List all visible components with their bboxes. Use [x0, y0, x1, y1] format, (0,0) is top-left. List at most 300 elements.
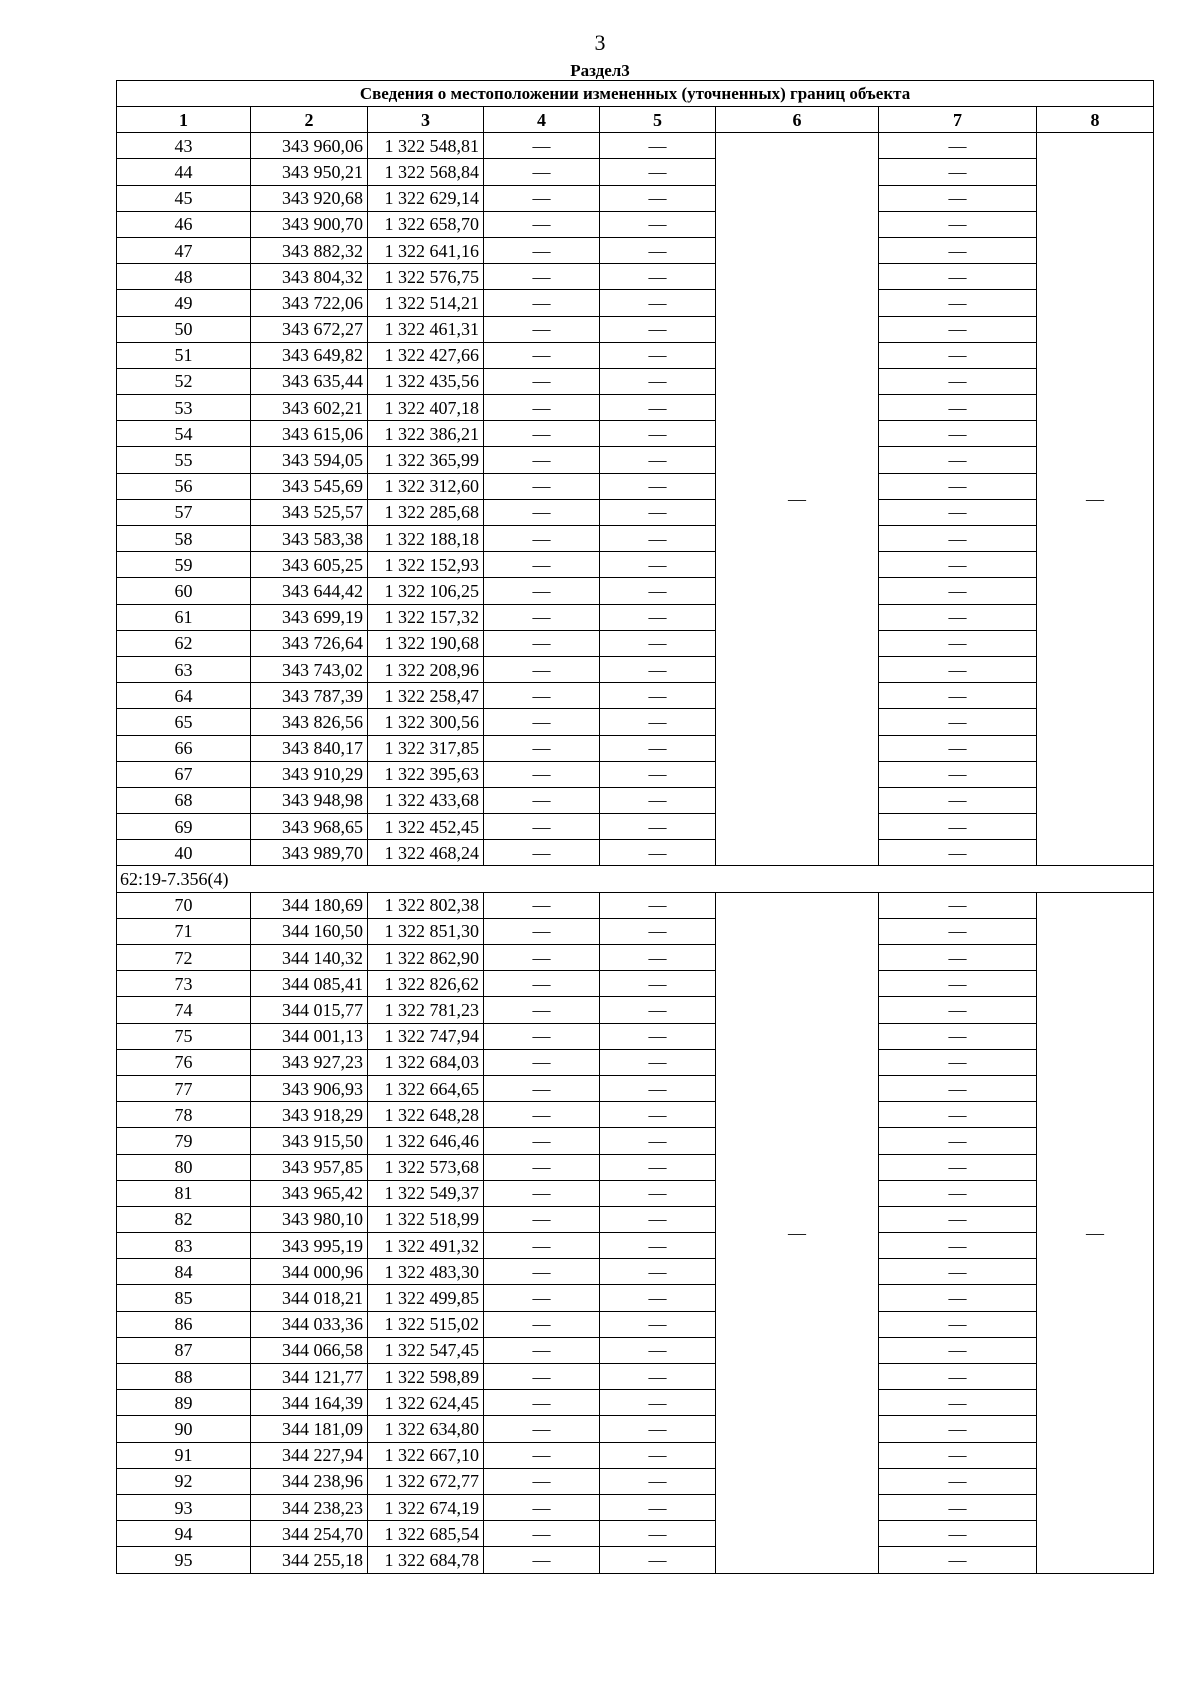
column-7-cell: —: [879, 1233, 1037, 1259]
point-number-cell: 59: [117, 552, 251, 578]
column-7-cell: —: [879, 1494, 1037, 1520]
table-row: [117, 1364, 1154, 1390]
column-5-cell: —: [600, 1233, 716, 1259]
x-coordinate-cell: 344 227,94: [251, 1442, 368, 1468]
point-number-cell: 71: [117, 918, 251, 944]
column-7-cell: —: [879, 918, 1037, 944]
point-number-cell: 92: [117, 1468, 251, 1494]
column-5-cell: —: [600, 604, 716, 630]
x-coordinate-cell: 343 920,68: [251, 185, 368, 211]
column-7-cell: —: [879, 1154, 1037, 1180]
column-4-cell: —: [484, 526, 600, 552]
column-4-cell: —: [484, 840, 600, 866]
point-number-cell: 86: [117, 1311, 251, 1337]
y-coordinate-cell: 1 322 634,80: [368, 1416, 484, 1442]
column-7-cell: —: [879, 814, 1037, 840]
table-row: [117, 683, 1154, 709]
column-4-cell: —: [484, 1468, 600, 1494]
column-7-cell: —: [879, 892, 1037, 918]
table-row: [117, 421, 1154, 447]
column-7-cell: —: [879, 1390, 1037, 1416]
x-coordinate-cell: 343 583,38: [251, 526, 368, 552]
point-number-cell: 81: [117, 1180, 251, 1206]
column-5-cell: —: [600, 1128, 716, 1154]
column-5-cell: —: [600, 237, 716, 263]
y-coordinate-cell: 1 322 499,85: [368, 1285, 484, 1311]
point-number-cell: 45: [117, 185, 251, 211]
column-4-cell: —: [484, 1442, 600, 1468]
table-row: [117, 971, 1154, 997]
column-5-cell: —: [600, 368, 716, 394]
x-coordinate-cell: 343 699,19: [251, 604, 368, 630]
point-number-cell: 63: [117, 656, 251, 682]
table-row: [117, 290, 1154, 316]
point-number-cell: 94: [117, 1521, 251, 1547]
column-7-cell: —: [879, 342, 1037, 368]
table-row: [117, 264, 1154, 290]
column-5-cell: —: [600, 185, 716, 211]
column-4-cell: —: [484, 1233, 600, 1259]
column-header-8: 8: [1037, 107, 1154, 133]
x-coordinate-cell: 343 722,06: [251, 290, 368, 316]
point-number-cell: 48: [117, 264, 251, 290]
y-coordinate-cell: 1 322 317,85: [368, 735, 484, 761]
column-4-cell: —: [484, 237, 600, 263]
column-4-cell: —: [484, 1128, 600, 1154]
y-coordinate-cell: 1 322 826,62: [368, 971, 484, 997]
point-number-cell: 54: [117, 421, 251, 447]
column-header-7: 7: [879, 107, 1037, 133]
table-row: [117, 447, 1154, 473]
table-row: [117, 709, 1154, 735]
x-coordinate-cell: 343 968,65: [251, 814, 368, 840]
table-row: [117, 630, 1154, 656]
column-4-cell: —: [484, 499, 600, 525]
x-coordinate-cell: 344 066,58: [251, 1337, 368, 1363]
column-4-cell: —: [484, 1180, 600, 1206]
y-coordinate-cell: 1 322 395,63: [368, 761, 484, 787]
table-row: [117, 316, 1154, 342]
boundary-coordinates-table: [116, 80, 1154, 1574]
column-5-cell: —: [600, 1023, 716, 1049]
y-coordinate-cell: 1 322 862,90: [368, 945, 484, 971]
table-row: [117, 1233, 1154, 1259]
column-5-cell: —: [600, 159, 716, 185]
column-4-cell: —: [484, 656, 600, 682]
y-coordinate-cell: 1 322 208,96: [368, 656, 484, 682]
column-5-cell: —: [600, 1075, 716, 1101]
x-coordinate-cell: 343 525,57: [251, 499, 368, 525]
table-row: [117, 1259, 1154, 1285]
point-number-cell: 53: [117, 395, 251, 421]
table-body: [117, 133, 1154, 1573]
column-6-merged-cell: —: [716, 892, 879, 1573]
point-number-cell: 74: [117, 997, 251, 1023]
point-number-cell: 60: [117, 578, 251, 604]
column-5-cell: —: [600, 1547, 716, 1573]
y-coordinate-cell: 1 322 515,02: [368, 1311, 484, 1337]
column-7-cell: —: [879, 1468, 1037, 1494]
column-4-cell: —: [484, 787, 600, 813]
column-5-cell: —: [600, 526, 716, 552]
table-row: [117, 604, 1154, 630]
x-coordinate-cell: 343 787,39: [251, 683, 368, 709]
column-7-cell: —: [879, 997, 1037, 1023]
column-6-merged-cell: —: [716, 133, 879, 866]
column-7-cell: —: [879, 473, 1037, 499]
column-7-cell: —: [879, 368, 1037, 394]
column-4-cell: —: [484, 342, 600, 368]
table-row: [117, 787, 1154, 813]
x-coordinate-cell: 343 918,29: [251, 1102, 368, 1128]
y-coordinate-cell: 1 322 491,32: [368, 1233, 484, 1259]
point-number-cell: 43: [117, 133, 251, 159]
column-header-2: 2: [251, 107, 368, 133]
column-5-cell: —: [600, 735, 716, 761]
table-row: [117, 499, 1154, 525]
y-coordinate-cell: 1 322 802,38: [368, 892, 484, 918]
table-row: [117, 997, 1154, 1023]
table-row: [117, 1494, 1154, 1520]
column-4-cell: —: [484, 1285, 600, 1311]
x-coordinate-cell: 343 927,23: [251, 1049, 368, 1075]
y-coordinate-cell: 1 322 547,45: [368, 1337, 484, 1363]
column-7-cell: —: [879, 1075, 1037, 1101]
column-5-cell: —: [600, 1206, 716, 1232]
y-coordinate-cell: 1 322 549,37: [368, 1180, 484, 1206]
column-5-cell: —: [600, 1390, 716, 1416]
x-coordinate-cell: 343 545,69: [251, 473, 368, 499]
y-coordinate-cell: 1 322 573,68: [368, 1154, 484, 1180]
column-7-cell: —: [879, 395, 1037, 421]
y-coordinate-cell: 1 322 483,30: [368, 1259, 484, 1285]
x-coordinate-cell: 344 000,96: [251, 1259, 368, 1285]
section-title: Раздел3: [570, 61, 630, 80]
point-number-cell: 95: [117, 1547, 251, 1573]
table-row: [117, 1049, 1154, 1075]
column-5-cell: —: [600, 552, 716, 578]
point-number-cell: 88: [117, 1364, 251, 1390]
column-5-cell: —: [600, 1521, 716, 1547]
column-7-cell: —: [879, 1442, 1037, 1468]
column-4-cell: —: [484, 1102, 600, 1128]
column-5-cell: —: [600, 1311, 716, 1337]
column-4-cell: —: [484, 264, 600, 290]
point-number-cell: 85: [117, 1285, 251, 1311]
column-7-cell: —: [879, 735, 1037, 761]
table-row: [117, 1180, 1154, 1206]
column-7-cell: —: [879, 290, 1037, 316]
column-7-cell: —: [879, 1311, 1037, 1337]
column-5-cell: —: [600, 290, 716, 316]
x-coordinate-cell: 343 900,70: [251, 211, 368, 237]
table-row: [117, 368, 1154, 394]
column-4-cell: —: [484, 892, 600, 918]
column-header-5: 5: [600, 107, 716, 133]
y-coordinate-cell: 1 322 386,21: [368, 421, 484, 447]
column-5-cell: —: [600, 1364, 716, 1390]
table-row: [117, 892, 1154, 918]
x-coordinate-cell: 343 995,19: [251, 1233, 368, 1259]
table-row: [117, 1075, 1154, 1101]
y-coordinate-cell: 1 322 548,81: [368, 133, 484, 159]
column-7-cell: —: [879, 1259, 1037, 1285]
column-7-cell: —: [879, 447, 1037, 473]
table-row: [117, 526, 1154, 552]
point-number-cell: 44: [117, 159, 251, 185]
point-number-cell: 64: [117, 683, 251, 709]
column-7-cell: —: [879, 1521, 1037, 1547]
column-4-cell: —: [484, 421, 600, 447]
point-number-cell: 89: [117, 1390, 251, 1416]
point-number-cell: 62: [117, 630, 251, 656]
column-7-cell: —: [879, 840, 1037, 866]
point-number-cell: 76: [117, 1049, 251, 1075]
point-number-cell: 73: [117, 971, 251, 997]
point-number-cell: 84: [117, 1259, 251, 1285]
column-4-cell: —: [484, 971, 600, 997]
x-coordinate-cell: 344 015,77: [251, 997, 368, 1023]
column-7-cell: —: [879, 133, 1037, 159]
y-coordinate-cell: 1 322 674,19: [368, 1494, 484, 1520]
point-number-cell: 47: [117, 237, 251, 263]
column-5-cell: —: [600, 133, 716, 159]
column-5-cell: —: [600, 342, 716, 368]
column-5-cell: —: [600, 1494, 716, 1520]
table-row: [117, 735, 1154, 761]
column-4-cell: —: [484, 709, 600, 735]
column-8-merged-cell: —: [1037, 892, 1154, 1573]
y-coordinate-cell: 1 322 285,68: [368, 499, 484, 525]
x-coordinate-cell: 344 164,39: [251, 1390, 368, 1416]
column-4-cell: —: [484, 1416, 600, 1442]
column-7-cell: —: [879, 1049, 1037, 1075]
table-row: [117, 1521, 1154, 1547]
y-coordinate-cell: 1 322 851,30: [368, 918, 484, 944]
column-5-cell: —: [600, 761, 716, 787]
column-7-cell: —: [879, 1206, 1037, 1232]
column-5-cell: —: [600, 1337, 716, 1363]
column-4-cell: —: [484, 1390, 600, 1416]
column-4-cell: —: [484, 185, 600, 211]
point-number-cell: 80: [117, 1154, 251, 1180]
y-coordinate-cell: 1 322 648,28: [368, 1102, 484, 1128]
point-number-cell: 40: [117, 840, 251, 866]
column-header-4: 4: [484, 107, 600, 133]
column-5-cell: —: [600, 892, 716, 918]
y-coordinate-cell: 1 322 188,18: [368, 526, 484, 552]
x-coordinate-cell: 343 915,50: [251, 1128, 368, 1154]
point-number-cell: 75: [117, 1023, 251, 1049]
column-4-cell: —: [484, 1337, 600, 1363]
x-coordinate-cell: 343 826,56: [251, 709, 368, 735]
x-coordinate-cell: 343 980,10: [251, 1206, 368, 1232]
point-number-cell: 65: [117, 709, 251, 735]
point-number-cell: 52: [117, 368, 251, 394]
column-header-6: 6: [716, 107, 879, 133]
column-5-cell: —: [600, 945, 716, 971]
y-coordinate-cell: 1 322 781,23: [368, 997, 484, 1023]
column-4-cell: —: [484, 211, 600, 237]
x-coordinate-cell: 344 085,41: [251, 971, 368, 997]
table-row: [117, 656, 1154, 682]
boundary-table-container: [116, 80, 1153, 1574]
column-5-cell: —: [600, 787, 716, 813]
x-coordinate-cell: 344 001,13: [251, 1023, 368, 1049]
column-7-cell: —: [879, 656, 1037, 682]
y-coordinate-cell: 1 322 747,94: [368, 1023, 484, 1049]
y-coordinate-cell: 1 322 641,16: [368, 237, 484, 263]
table-row: [117, 1311, 1154, 1337]
column-number-row: [117, 107, 1154, 133]
y-coordinate-cell: 1 322 258,47: [368, 683, 484, 709]
column-4-cell: —: [484, 1494, 600, 1520]
column-7-cell: —: [879, 1023, 1037, 1049]
table-row: [117, 945, 1154, 971]
table-row: [117, 1285, 1154, 1311]
column-4-cell: —: [484, 1364, 600, 1390]
x-coordinate-cell: 343 906,93: [251, 1075, 368, 1101]
y-coordinate-cell: 1 322 568,84: [368, 159, 484, 185]
column-7-cell: —: [879, 604, 1037, 630]
y-coordinate-cell: 1 322 435,56: [368, 368, 484, 394]
table-row: [117, 1102, 1154, 1128]
table-caption: Сведения о местоположении измененных (уточненных) границ объекта: [117, 81, 1154, 107]
column-5-cell: —: [600, 997, 716, 1023]
x-coordinate-cell: 343 672,27: [251, 316, 368, 342]
column-7-cell: —: [879, 1180, 1037, 1206]
column-4-cell: —: [484, 1259, 600, 1285]
column-7-cell: —: [879, 1364, 1037, 1390]
column-7-cell: —: [879, 316, 1037, 342]
column-4-cell: —: [484, 1206, 600, 1232]
column-4-cell: —: [484, 1521, 600, 1547]
parcel-number: 62:19-7.356(4): [117, 866, 1154, 892]
column-7-cell: —: [879, 237, 1037, 263]
column-7-cell: —: [879, 578, 1037, 604]
column-7-cell: —: [879, 761, 1037, 787]
column-5-cell: —: [600, 709, 716, 735]
page-number: 3: [594, 30, 606, 55]
table-row: [117, 761, 1154, 787]
column-7-cell: —: [879, 1128, 1037, 1154]
table-row: [117, 237, 1154, 263]
column-4-cell: —: [484, 159, 600, 185]
table-row: [117, 918, 1154, 944]
x-coordinate-cell: 343 649,82: [251, 342, 368, 368]
column-5-cell: —: [600, 1154, 716, 1180]
column-7-cell: —: [879, 945, 1037, 971]
column-4-cell: —: [484, 945, 600, 971]
point-number-cell: 67: [117, 761, 251, 787]
x-coordinate-cell: 344 160,50: [251, 918, 368, 944]
point-number-cell: 46: [117, 211, 251, 237]
column-7-cell: —: [879, 185, 1037, 211]
column-5-cell: —: [600, 1259, 716, 1285]
column-5-cell: —: [600, 1285, 716, 1311]
group-label-row: [117, 866, 1154, 892]
point-number-cell: 51: [117, 342, 251, 368]
column-7-cell: —: [879, 1102, 1037, 1128]
column-4-cell: —: [484, 447, 600, 473]
y-coordinate-cell: 1 322 452,45: [368, 814, 484, 840]
column-4-cell: —: [484, 578, 600, 604]
x-coordinate-cell: 343 726,64: [251, 630, 368, 656]
column-5-cell: —: [600, 630, 716, 656]
x-coordinate-cell: 344 238,96: [251, 1468, 368, 1494]
table-row: [117, 1390, 1154, 1416]
point-number-cell: 78: [117, 1102, 251, 1128]
y-coordinate-cell: 1 322 152,93: [368, 552, 484, 578]
column-7-cell: —: [879, 630, 1037, 656]
column-4-cell: —: [484, 761, 600, 787]
column-4-cell: —: [484, 1311, 600, 1337]
table-row: [117, 1154, 1154, 1180]
y-coordinate-cell: 1 322 684,03: [368, 1049, 484, 1075]
column-5-cell: —: [600, 578, 716, 604]
column-7-cell: —: [879, 264, 1037, 290]
x-coordinate-cell: 343 602,21: [251, 395, 368, 421]
table-row: [117, 814, 1154, 840]
column-4-cell: —: [484, 133, 600, 159]
column-4-cell: —: [484, 1154, 600, 1180]
column-5-cell: —: [600, 1442, 716, 1468]
column-7-cell: —: [879, 709, 1037, 735]
column-7-cell: —: [879, 526, 1037, 552]
table-row: [117, 473, 1154, 499]
y-coordinate-cell: 1 322 685,54: [368, 1521, 484, 1547]
y-coordinate-cell: 1 322 624,45: [368, 1390, 484, 1416]
table-row: [117, 185, 1154, 211]
x-coordinate-cell: 343 594,05: [251, 447, 368, 473]
point-number-cell: 91: [117, 1442, 251, 1468]
point-number-cell: 49: [117, 290, 251, 316]
point-number-cell: 69: [117, 814, 251, 840]
point-number-cell: 72: [117, 945, 251, 971]
column-header-3: 3: [368, 107, 484, 133]
column-5-cell: —: [600, 316, 716, 342]
table-row: [117, 133, 1154, 159]
column-5-cell: —: [600, 1180, 716, 1206]
y-coordinate-cell: 1 322 646,46: [368, 1128, 484, 1154]
table-row: [117, 1416, 1154, 1442]
x-coordinate-cell: 344 033,36: [251, 1311, 368, 1337]
y-coordinate-cell: 1 322 598,89: [368, 1364, 484, 1390]
y-coordinate-cell: 1 322 157,32: [368, 604, 484, 630]
y-coordinate-cell: 1 322 629,14: [368, 185, 484, 211]
point-number-cell: 66: [117, 735, 251, 761]
x-coordinate-cell: 343 743,02: [251, 656, 368, 682]
column-5-cell: —: [600, 447, 716, 473]
x-coordinate-cell: 344 238,23: [251, 1494, 368, 1520]
column-4-cell: —: [484, 1547, 600, 1573]
x-coordinate-cell: 343 605,25: [251, 552, 368, 578]
table-row: [117, 1128, 1154, 1154]
column-5-cell: —: [600, 971, 716, 997]
column-4-cell: —: [484, 735, 600, 761]
column-7-cell: —: [879, 1547, 1037, 1573]
column-5-cell: —: [600, 814, 716, 840]
column-7-cell: —: [879, 971, 1037, 997]
x-coordinate-cell: 343 989,70: [251, 840, 368, 866]
point-number-cell: 55: [117, 447, 251, 473]
column-4-cell: —: [484, 290, 600, 316]
x-coordinate-cell: 343 960,06: [251, 133, 368, 159]
table-row: [117, 552, 1154, 578]
column-4-cell: —: [484, 316, 600, 342]
y-coordinate-cell: 1 322 407,18: [368, 395, 484, 421]
column-7-cell: —: [879, 1416, 1037, 1442]
